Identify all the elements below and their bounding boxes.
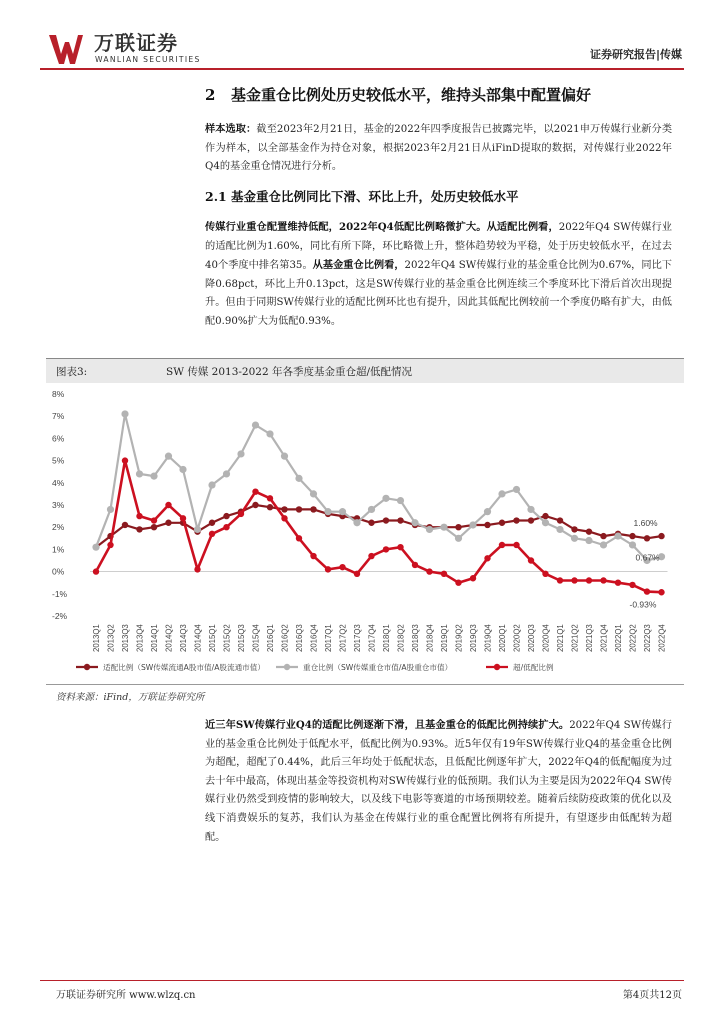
header-divider: [40, 68, 684, 70]
x-tick-label: 2016Q2: [280, 624, 290, 652]
x-tick-label: 2019Q2: [454, 624, 464, 652]
series-2-point: [237, 450, 244, 457]
footer-divider: [40, 980, 684, 981]
series-3-point: [180, 515, 186, 521]
x-tick-label: 2020Q3: [527, 624, 536, 652]
series-1-point: [499, 520, 505, 526]
legend-swatch-marker: [284, 664, 290, 670]
series-3-point: [426, 568, 432, 574]
series-3-point: [107, 542, 113, 548]
series-3-point: [383, 546, 389, 552]
x-tick-label: 2022Q4: [657, 624, 667, 652]
series-1-point: [455, 524, 461, 530]
legend-swatch-marker: [494, 664, 500, 670]
series-line-3: [96, 461, 662, 593]
y-tick-label: 0%: [52, 566, 65, 577]
series-2-point: [571, 535, 578, 542]
series-3-point: [615, 580, 621, 586]
x-tick-label: 2013Q1: [92, 624, 101, 652]
x-tick-label: 2013Q3: [121, 624, 130, 652]
series-3-point: [455, 580, 461, 586]
series-2-point: [397, 497, 404, 504]
series-3-point: [165, 502, 171, 508]
series-2-point: [165, 453, 172, 460]
series-3-point: [281, 515, 287, 521]
series-3-point: [658, 589, 664, 595]
series-2-point: [600, 541, 607, 548]
x-tick-label: 2015Q3: [237, 624, 246, 652]
sample-paragraph: [205, 120, 672, 177]
series-3-point: [600, 577, 606, 583]
x-tick-label: 2014Q1: [150, 624, 159, 652]
series-2-point: [223, 470, 230, 477]
trend-text: 2022年Q4 SW传媒行业的基金重仓比例处于低配水平，低配比例为0.93%。近5年仅有19年SW传媒行业Q4的基金重仓比例为超配，超配了0.44%，此后三年均处于低配状态，且低配比例逐年扩大，2022年Q4的低配幅度为过去十年中最高，体现出基金等投资机构对SW传媒行业的低预期。我们认为主要是因为2022年Q4 SW传媒行业仍然受到疫情的影响较大，以及线下电影等赛道的市场预期较差。随着后续防疫政策的优化以及线下消费娱乐的复苏，我们认为基金在传媒行业的重仓配置比例将有所提升，有望逐步由低配转为超配。: [205, 720, 672, 843]
x-tick-label: 2019Q1: [440, 624, 449, 652]
series-1-point: [267, 504, 273, 510]
fund-allocation-chart: [46, 384, 684, 682]
series-3-point: [252, 488, 258, 494]
series-3-point: [122, 457, 128, 463]
series-1-point: [528, 517, 534, 523]
sample-text: 截至2023年2月21日，基金的2022年四季度报告已披露完毕，以2021申万传媒行业新分类作为样本，以全部基金作为持仓对象，根据2023年2月21日从iFinD提取的数据，对传媒行业2022年Q4的基金重仓情况进行分析。: [205, 124, 672, 173]
series-1-point: [542, 513, 548, 519]
series-1-point: [368, 520, 374, 526]
series-2-point: [498, 490, 505, 497]
subsection-title-text: 基金重仓比例同比下滑、环比上升，处历史较低水平: [231, 189, 519, 204]
legend-label: 适配比例（SW传媒流通A股市值/A股流通市值）: [103, 663, 265, 672]
allocation-text-1: 2022年Q4 SW传媒行业的适配比例为1.60%，同比有所下降，环比略微上升，整体趋势较为平稳，处于历史较低水平，在过去40个季度中排名第35。: [205, 222, 672, 272]
x-tick-label: 2022Q3: [643, 624, 652, 652]
allocation-paragraph: [205, 218, 672, 332]
series-1-point: [136, 526, 142, 532]
series-2-point: [310, 490, 317, 497]
series-1-point: [122, 522, 128, 528]
legend-label: 重仓比例（SW传媒重仓市值/A股重仓市值）: [303, 663, 453, 672]
series-2-point: [411, 519, 418, 526]
y-tick-label: -1%: [52, 588, 68, 599]
series-2-point: [121, 410, 128, 417]
x-tick-label: 2018Q4: [425, 624, 435, 652]
series-3-point: [412, 562, 418, 568]
series-2-point: [252, 421, 259, 428]
series-2-point: [136, 470, 143, 477]
series-3-point: [397, 544, 403, 550]
series-3-point: [484, 555, 490, 561]
legend-swatch-marker: [84, 664, 90, 670]
series-3-point: [325, 566, 331, 572]
trend-paragraph: [205, 716, 672, 847]
x-tick-label: 2020Q2: [512, 624, 522, 652]
legend-label: 超/低配比例: [513, 663, 554, 672]
x-tick-label: 2020Q4: [541, 624, 551, 652]
report-type: 证券研究报告|传媒: [589, 48, 682, 61]
x-tick-label: 2014Q3: [179, 624, 188, 652]
series-2-point: [295, 475, 302, 482]
source-divider: [46, 684, 684, 685]
x-tick-label: 2014Q2: [164, 624, 174, 652]
series-2-point: [527, 506, 534, 513]
allocation-bold-1: 传媒行业重仓配置维持低配，2022年Q4低配比例略微扩大。从适配比例看，: [205, 221, 559, 233]
logo-chinese-name: 万联证券: [94, 31, 178, 55]
series-1-point: [296, 506, 302, 512]
x-tick-label: 2016Q1: [266, 624, 275, 652]
y-tick-label: 4%: [52, 477, 65, 488]
series-1-point: [484, 522, 490, 528]
series-2-point: [324, 508, 331, 515]
x-tick-label: 2016Q4: [309, 624, 319, 652]
footer-site: 万联证券研究所 www.wlzq.cn: [56, 990, 196, 1001]
series-1-point: [513, 517, 519, 523]
x-tick-label: 2013Q2: [106, 624, 116, 652]
x-tick-label: 2013Q4: [135, 624, 145, 652]
series-3-point: [238, 511, 244, 517]
series-2-point: [426, 526, 433, 533]
series-1-point: [252, 502, 258, 508]
y-tick-label: -2%: [52, 611, 68, 621]
x-tick-label: 2015Q1: [208, 624, 217, 652]
y-tick-label: 1%: [52, 544, 65, 555]
series-1-point: [557, 517, 563, 523]
data-annotation: -0.93%: [629, 599, 657, 610]
series-2-point: [353, 519, 360, 526]
series-2-point: [266, 430, 273, 437]
series-3-point: [470, 575, 476, 581]
x-tick-label: 2015Q2: [222, 624, 232, 652]
x-tick-label: 2018Q1: [382, 624, 391, 652]
data-annotation: 0.67%: [635, 552, 660, 563]
series-2-point: [382, 495, 389, 502]
series-1-point: [658, 533, 664, 539]
series-2-point: [339, 508, 346, 515]
x-tick-label: 2019Q4: [483, 624, 493, 652]
series-3-point: [354, 571, 360, 577]
series-2-point: [440, 524, 447, 531]
series-2-point: [179, 466, 186, 473]
x-tick-label: 2018Q3: [411, 624, 420, 652]
x-tick-label: 2022Q2: [628, 624, 638, 652]
y-tick-label: 3%: [52, 500, 65, 510]
section-number: 2: [205, 86, 216, 104]
x-tick-label: 2017Q2: [338, 624, 348, 652]
logo-english-name: WANLIAN SECURITIES: [95, 55, 201, 64]
y-tick-label: 7%: [52, 411, 65, 422]
figure-title: SW 传媒 2013-2022 年各季度基金重仓超/低配情况: [166, 366, 413, 378]
series-3-point: [194, 566, 200, 572]
series-3-point: [557, 577, 563, 583]
series-1-point: [644, 535, 650, 541]
series-3-point: [644, 588, 650, 594]
x-tick-label: 2021Q1: [556, 624, 565, 652]
figure-header: [46, 358, 684, 383]
figure-source: 资料来源：iFind，万联证券研究所: [56, 692, 205, 703]
x-tick-label: 2021Q4: [599, 624, 609, 652]
section-title: [205, 84, 591, 105]
series-3-point: [586, 577, 592, 583]
series-1-point: [600, 533, 606, 539]
trend-bold: 近三年SW传媒行业Q4的适配比例逐渐下滑，且基金重仓的低配比例持续扩大。: [205, 719, 570, 731]
series-2-point: [556, 526, 563, 533]
company-logo: [48, 32, 248, 66]
series-2-point: [208, 481, 215, 488]
series-1-point: [281, 506, 287, 512]
series-2-point: [614, 532, 621, 539]
series-3-point: [267, 495, 273, 501]
series-1-point: [165, 520, 171, 526]
x-tick-label: 2021Q3: [585, 624, 594, 652]
series-2-point: [455, 535, 462, 542]
series-1-point: [571, 526, 577, 532]
series-3-point: [339, 564, 345, 570]
series-3-point: [136, 513, 142, 519]
y-tick-label: 2%: [52, 522, 65, 533]
series-2-point: [469, 521, 476, 528]
x-tick-label: 2021Q2: [570, 624, 580, 652]
subsection-title: [205, 187, 519, 205]
series-2-point: [368, 506, 375, 513]
series-3-point: [513, 542, 519, 548]
series-3-point: [151, 517, 157, 523]
y-tick-label: 8%: [52, 389, 65, 399]
series-3-point: [499, 542, 505, 548]
allocation-bold-2: 从基金重仓比例看，: [312, 259, 405, 272]
series-1-point: [629, 533, 635, 539]
y-tick-label: 5%: [52, 455, 65, 466]
series-3-point: [571, 577, 577, 583]
series-1-point: [383, 517, 389, 523]
series-2-point: [585, 537, 592, 544]
x-tick-label: 2015Q4: [251, 624, 261, 652]
series-2-point: [484, 508, 491, 515]
series-2-point: [92, 544, 99, 551]
series-1-point: [310, 506, 316, 512]
series-2-point: [542, 519, 549, 526]
figure-label: 图表3:: [56, 366, 88, 378]
series-3-point: [528, 557, 534, 563]
series-1-point: [151, 524, 157, 530]
series-3-point: [629, 582, 635, 588]
series-2-point: [107, 506, 114, 513]
series-3-point: [441, 571, 447, 577]
series-1-point: [586, 528, 592, 534]
series-3-point: [542, 571, 548, 577]
series-2-point: [150, 473, 157, 480]
x-tick-label: 2020Q1: [498, 624, 507, 652]
series-1-point: [223, 513, 229, 519]
x-tick-label: 2018Q2: [396, 624, 406, 652]
series-3-point: [93, 568, 99, 574]
x-tick-label: 2017Q3: [353, 624, 362, 652]
x-tick-label: 2019Q3: [469, 624, 478, 652]
sample-lead: 样本选取：: [205, 123, 257, 135]
y-tick-label: 6%: [52, 433, 65, 444]
series-3-point: [368, 553, 374, 559]
allocation-text-2: 2022年Q4 SW传媒行业的基金重仓比例为0.67%，同比下降0.68pct，环比上升0.13pct，这是SW传媒行业的基金重仓比例连续三个季度环比下滑后首次出现提升。但由于同期SW传媒行业的适配比例环比也有提升，因此其低配比例较前一个季度仍略有扩大，由低配0.90%扩大为低配0.93%。: [205, 260, 672, 327]
subsection-number: 2.1: [205, 189, 227, 204]
x-tick-label: 2017Q4: [367, 624, 377, 652]
x-tick-label: 2022Q1: [614, 624, 623, 652]
page-number: 第4页共12页: [622, 990, 682, 1001]
series-2-point: [194, 526, 201, 533]
section-title-text: 基金重仓比例处历史较低水平，维持头部集中配置偏好: [231, 86, 592, 104]
series-2-point: [513, 486, 520, 493]
series-1-point: [209, 520, 215, 526]
data-annotation: 1.60%: [633, 517, 658, 528]
page-header: [40, 28, 684, 68]
x-tick-label: 2016Q3: [295, 624, 304, 652]
series-2-point: [629, 541, 636, 548]
x-tick-label: 2014Q4: [193, 624, 203, 652]
series-2-point: [281, 453, 288, 460]
series-3-point: [310, 553, 316, 559]
wanlian-logo-icon: [48, 32, 84, 66]
series-1-point: [397, 517, 403, 523]
series-3-point: [223, 524, 229, 530]
x-tick-label: 2017Q1: [324, 624, 333, 652]
series-3-point: [296, 535, 302, 541]
series-3-point: [209, 531, 215, 537]
